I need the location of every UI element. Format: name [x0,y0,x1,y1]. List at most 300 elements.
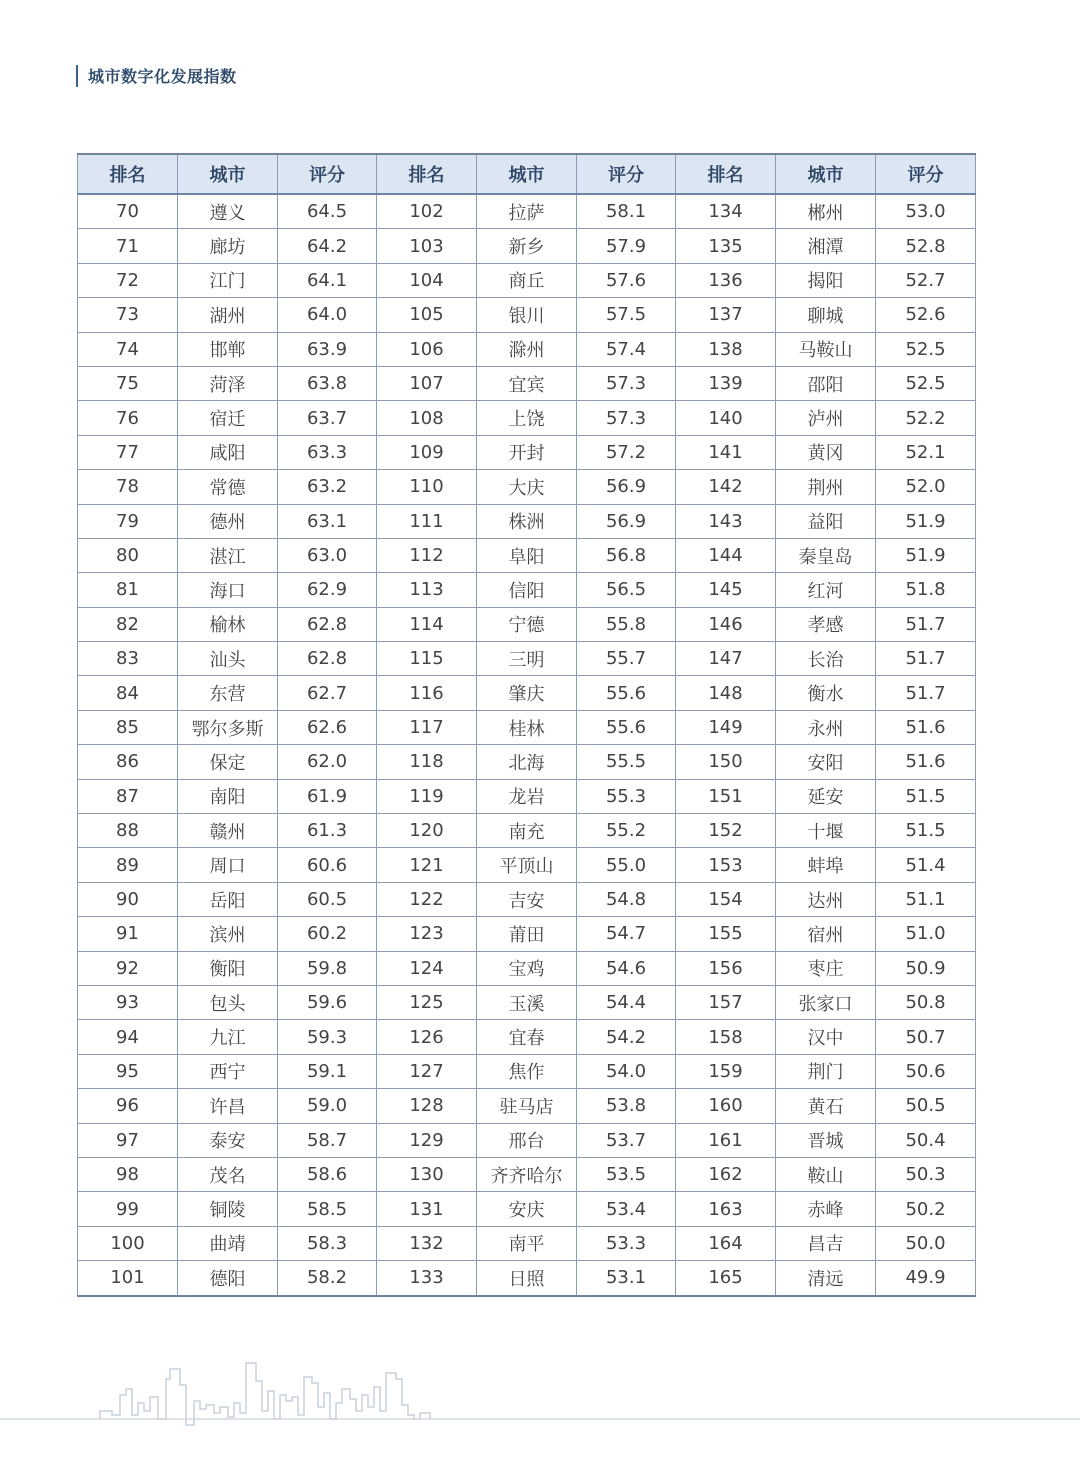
score-cell: 62.7 [278,676,377,710]
city-cell: 吉安 [477,882,577,916]
city-cell: 长治 [776,642,876,676]
rank-cell: 150 [676,745,776,779]
city-cell: 荆门 [776,1054,876,1088]
table-row [78,504,976,538]
rank-cell: 113 [377,573,477,607]
rank-cell: 115 [377,642,477,676]
city-cell: 南平 [477,1226,577,1260]
city-cell: 荆州 [776,470,876,504]
rank-cell: 97 [78,1123,178,1157]
city-cell: 榆林 [178,607,278,641]
rank-cell: 147 [676,642,776,676]
score-cell: 62.8 [278,642,377,676]
rank-cell: 73 [78,298,178,332]
score-cell: 50.8 [876,985,976,1019]
score-cell: 57.5 [577,298,676,332]
table-row [78,538,976,572]
city-cell: 桂林 [477,710,577,744]
rank-cell: 132 [377,1226,477,1260]
rank-cell: 110 [377,470,477,504]
rank-cell: 117 [377,710,477,744]
city-cell: 湛江 [178,538,278,572]
city-cell: 德州 [178,504,278,538]
city-cell: 株洲 [477,504,577,538]
score-cell: 62.6 [278,710,377,744]
city-cell: 铜陵 [178,1192,278,1226]
rank-cell: 157 [676,985,776,1019]
rank-cell: 88 [78,814,178,848]
city-cell: 宝鸡 [477,951,577,985]
table-row [78,917,976,951]
city-cell: 三明 [477,642,577,676]
rank-cell: 83 [78,642,178,676]
rank-cell: 76 [78,401,178,435]
rank-cell: 130 [377,1157,477,1191]
table-row [78,985,976,1019]
score-cell: 63.8 [278,366,377,400]
city-cell: 益阳 [776,504,876,538]
rank-cell: 134 [676,194,776,229]
city-cell: 揭阳 [776,263,876,297]
score-cell: 60.6 [278,848,377,882]
score-cell: 51.5 [876,779,976,813]
rank-cell: 122 [377,882,477,916]
city-cell: 鞍山 [776,1157,876,1191]
rank-cell: 81 [78,573,178,607]
score-cell: 54.7 [577,917,676,951]
table-row [78,298,976,332]
score-cell: 57.6 [577,263,676,297]
score-cell: 57.9 [577,229,676,263]
rank-cell: 155 [676,917,776,951]
table-row [78,470,976,504]
table-row [78,229,976,263]
score-cell: 50.9 [876,951,976,985]
score-cell: 64.5 [278,194,377,229]
rank-cell: 160 [676,1089,776,1123]
rank-cell: 159 [676,1054,776,1088]
city-cell: 衡水 [776,676,876,710]
score-cell: 53.5 [577,1157,676,1191]
rank-cell: 142 [676,470,776,504]
column-header: 评分 [577,154,676,194]
city-cell: 岳阳 [178,882,278,916]
city-cell: 聊城 [776,298,876,332]
score-cell: 63.9 [278,332,377,366]
city-cell: 北海 [477,745,577,779]
rank-cell: 107 [377,366,477,400]
rank-cell: 123 [377,917,477,951]
score-cell: 58.3 [278,1226,377,1260]
city-cell: 江门 [178,263,278,297]
city-cell: 蚌埠 [776,848,876,882]
rank-cell: 146 [676,607,776,641]
city-cell: 秦皇岛 [776,538,876,572]
city-cell: 宿州 [776,917,876,951]
rank-cell: 162 [676,1157,776,1191]
rank-cell: 87 [78,779,178,813]
score-cell: 51.6 [876,710,976,744]
rank-cell: 85 [78,710,178,744]
rank-cell: 80 [78,538,178,572]
table-row [78,435,976,469]
city-cell: 滨州 [178,917,278,951]
score-cell: 55.0 [577,848,676,882]
rank-cell: 112 [377,538,477,572]
rank-cell: 92 [78,951,178,985]
city-cell: 永州 [776,710,876,744]
rank-cell: 143 [676,504,776,538]
city-cell: 红河 [776,573,876,607]
ranking-table [77,153,976,1297]
score-cell: 51.8 [876,573,976,607]
rank-cell: 96 [78,1089,178,1123]
city-cell: 拉萨 [477,194,577,229]
city-cell: 九江 [178,1020,278,1054]
score-cell: 54.4 [577,985,676,1019]
rank-cell: 135 [676,229,776,263]
city-cell: 新乡 [477,229,577,263]
city-cell: 延安 [776,779,876,813]
score-cell: 64.2 [278,229,377,263]
city-cell: 开封 [477,435,577,469]
city-cell: 泰安 [178,1123,278,1157]
city-cell: 赤峰 [776,1192,876,1226]
city-skyline-icon [0,1355,1080,1435]
rank-cell: 94 [78,1020,178,1054]
rank-cell: 99 [78,1192,178,1226]
column-header: 城市 [776,154,876,194]
city-cell: 泸州 [776,401,876,435]
table-header-row [78,154,976,194]
table-row [78,1089,976,1123]
score-cell: 59.6 [278,985,377,1019]
score-cell: 64.0 [278,298,377,332]
score-cell: 53.1 [577,1261,676,1296]
rank-cell: 106 [377,332,477,366]
score-cell: 59.8 [278,951,377,985]
city-cell: 安阳 [776,745,876,779]
score-cell: 50.0 [876,1226,976,1260]
score-cell: 60.5 [278,882,377,916]
score-cell: 52.6 [876,298,976,332]
score-cell: 63.2 [278,470,377,504]
table-row [78,401,976,435]
rank-cell: 118 [377,745,477,779]
score-cell: 53.8 [577,1089,676,1123]
score-cell: 61.9 [278,779,377,813]
score-cell: 52.2 [876,401,976,435]
city-cell: 保定 [178,745,278,779]
score-cell: 64.1 [278,263,377,297]
table-row [78,1123,976,1157]
city-cell: 廊坊 [178,229,278,263]
city-cell: 曲靖 [178,1226,278,1260]
score-cell: 51.1 [876,882,976,916]
score-cell: 54.8 [577,882,676,916]
city-cell: 邵阳 [776,366,876,400]
table-row [78,1054,976,1088]
score-cell: 59.0 [278,1089,377,1123]
city-cell: 南阳 [178,779,278,813]
rank-cell: 86 [78,745,178,779]
rank-cell: 91 [78,917,178,951]
score-cell: 56.5 [577,573,676,607]
score-cell: 51.7 [876,676,976,710]
city-cell: 汉中 [776,1020,876,1054]
rank-cell: 129 [377,1123,477,1157]
score-cell: 63.0 [278,538,377,572]
score-cell: 52.7 [876,263,976,297]
rank-cell: 154 [676,882,776,916]
score-cell: 53.7 [577,1123,676,1157]
table-row [78,573,976,607]
column-header: 城市 [477,154,577,194]
city-cell: 赣州 [178,814,278,848]
table-row [78,882,976,916]
city-cell: 包头 [178,985,278,1019]
score-cell: 50.7 [876,1020,976,1054]
city-cell: 莆田 [477,917,577,951]
score-cell: 51.6 [876,745,976,779]
score-cell: 63.7 [278,401,377,435]
column-header: 排名 [676,154,776,194]
rank-cell: 121 [377,848,477,882]
city-cell: 清远 [776,1261,876,1296]
rank-cell: 125 [377,985,477,1019]
score-cell: 53.3 [577,1226,676,1260]
score-cell: 63.1 [278,504,377,538]
rank-cell: 103 [377,229,477,263]
score-cell: 57.3 [577,401,676,435]
rank-cell: 82 [78,607,178,641]
rank-cell: 120 [377,814,477,848]
city-cell: 咸阳 [178,435,278,469]
score-cell: 56.9 [577,470,676,504]
table-row [78,848,976,882]
rank-cell: 140 [676,401,776,435]
rank-cell: 109 [377,435,477,469]
table-row [78,951,976,985]
city-cell: 菏泽 [178,366,278,400]
table-row [78,779,976,813]
rank-cell: 102 [377,194,477,229]
rank-cell: 151 [676,779,776,813]
rank-cell: 131 [377,1192,477,1226]
city-cell: 大庆 [477,470,577,504]
score-cell: 54.2 [577,1020,676,1054]
rank-cell: 163 [676,1192,776,1226]
score-cell: 61.3 [278,814,377,848]
city-cell: 枣庄 [776,951,876,985]
table-row [78,1226,976,1260]
column-header: 城市 [178,154,278,194]
table-row [78,676,976,710]
table-row [78,607,976,641]
city-cell: 邯郸 [178,332,278,366]
city-cell: 邢台 [477,1123,577,1157]
column-header: 评分 [876,154,976,194]
city-cell: 信阳 [477,573,577,607]
page-header [76,64,237,87]
rank-cell: 90 [78,882,178,916]
score-cell: 62.9 [278,573,377,607]
rank-cell: 89 [78,848,178,882]
score-cell: 50.2 [876,1192,976,1226]
score-cell: 52.5 [876,366,976,400]
score-cell: 50.5 [876,1089,976,1123]
city-cell: 达州 [776,882,876,916]
rank-cell: 124 [377,951,477,985]
rank-cell: 158 [676,1020,776,1054]
column-header: 排名 [78,154,178,194]
city-cell: 德阳 [178,1261,278,1296]
rank-cell: 95 [78,1054,178,1088]
city-cell: 西宁 [178,1054,278,1088]
score-cell: 54.6 [577,951,676,985]
rank-cell: 149 [676,710,776,744]
city-cell: 肇庆 [477,676,577,710]
city-cell: 晋城 [776,1123,876,1157]
rank-cell: 105 [377,298,477,332]
score-cell: 50.4 [876,1123,976,1157]
city-cell: 郴州 [776,194,876,229]
score-cell: 55.5 [577,745,676,779]
city-cell: 驻马店 [477,1089,577,1123]
score-cell: 57.2 [577,435,676,469]
score-cell: 55.3 [577,779,676,813]
score-cell: 56.8 [577,538,676,572]
score-cell: 60.2 [278,917,377,951]
rank-cell: 98 [78,1157,178,1191]
city-cell: 常德 [178,470,278,504]
score-cell: 55.7 [577,642,676,676]
rank-cell: 100 [78,1226,178,1260]
score-cell: 51.9 [876,504,976,538]
rank-cell: 84 [78,676,178,710]
score-cell: 57.3 [577,366,676,400]
rank-cell: 141 [676,435,776,469]
city-cell: 龙岩 [477,779,577,813]
city-cell: 汕头 [178,642,278,676]
score-cell: 58.6 [278,1157,377,1191]
score-cell: 58.1 [577,194,676,229]
header-accent-bar [76,65,78,87]
city-cell: 许昌 [178,1089,278,1123]
score-cell: 57.4 [577,332,676,366]
score-cell: 51.5 [876,814,976,848]
rank-cell: 77 [78,435,178,469]
city-cell: 遵义 [178,194,278,229]
city-cell: 海口 [178,573,278,607]
table-body [78,194,976,1296]
score-cell: 55.6 [577,710,676,744]
table-row [78,1192,976,1226]
city-cell: 鄂尔多斯 [178,710,278,744]
city-cell: 张家口 [776,985,876,1019]
score-cell: 52.8 [876,229,976,263]
rank-cell: 114 [377,607,477,641]
rank-cell: 74 [78,332,178,366]
rank-cell: 116 [377,676,477,710]
city-cell: 日照 [477,1261,577,1296]
rank-cell: 72 [78,263,178,297]
score-cell: 51.0 [876,917,976,951]
table-row [78,194,976,229]
rank-cell: 156 [676,951,776,985]
rank-cell: 108 [377,401,477,435]
score-cell: 55.2 [577,814,676,848]
table-row [78,1157,976,1191]
rank-cell: 139 [676,366,776,400]
score-cell: 51.7 [876,607,976,641]
score-cell: 62.0 [278,745,377,779]
score-cell: 52.0 [876,470,976,504]
score-cell: 58.5 [278,1192,377,1226]
city-cell: 滁州 [477,332,577,366]
city-cell: 玉溪 [477,985,577,1019]
table-row [78,366,976,400]
score-cell: 63.3 [278,435,377,469]
city-cell: 黄石 [776,1089,876,1123]
score-cell: 54.0 [577,1054,676,1088]
rank-cell: 152 [676,814,776,848]
column-header: 排名 [377,154,477,194]
city-cell: 安庆 [477,1192,577,1226]
city-cell: 齐齐哈尔 [477,1157,577,1191]
rank-cell: 138 [676,332,776,366]
score-cell: 59.1 [278,1054,377,1088]
rank-cell: 164 [676,1226,776,1260]
table-row [78,1261,976,1296]
rank-cell: 79 [78,504,178,538]
score-cell: 50.6 [876,1054,976,1088]
table-row [78,1020,976,1054]
city-cell: 昌吉 [776,1226,876,1260]
rank-cell: 75 [78,366,178,400]
city-cell: 上饶 [477,401,577,435]
rank-cell: 133 [377,1261,477,1296]
score-cell: 51.9 [876,538,976,572]
city-cell: 茂名 [178,1157,278,1191]
city-cell: 南充 [477,814,577,848]
rank-cell: 126 [377,1020,477,1054]
score-cell: 55.6 [577,676,676,710]
rank-cell: 128 [377,1089,477,1123]
city-cell: 宜宾 [477,366,577,400]
city-cell: 十堰 [776,814,876,848]
rank-cell: 78 [78,470,178,504]
city-cell: 马鞍山 [776,332,876,366]
score-cell: 51.4 [876,848,976,882]
rank-cell: 148 [676,676,776,710]
rank-cell: 93 [78,985,178,1019]
score-cell: 52.5 [876,332,976,366]
city-cell: 宿迁 [178,401,278,435]
score-cell: 62.8 [278,607,377,641]
rank-cell: 161 [676,1123,776,1157]
table-row [78,332,976,366]
rank-cell: 136 [676,263,776,297]
city-cell: 宁德 [477,607,577,641]
city-cell: 黄冈 [776,435,876,469]
rank-cell: 144 [676,538,776,572]
table-row [78,745,976,779]
city-cell: 阜阳 [477,538,577,572]
rank-cell: 119 [377,779,477,813]
rank-cell: 153 [676,848,776,882]
page-title: 城市数字化发展指数 [88,67,237,86]
